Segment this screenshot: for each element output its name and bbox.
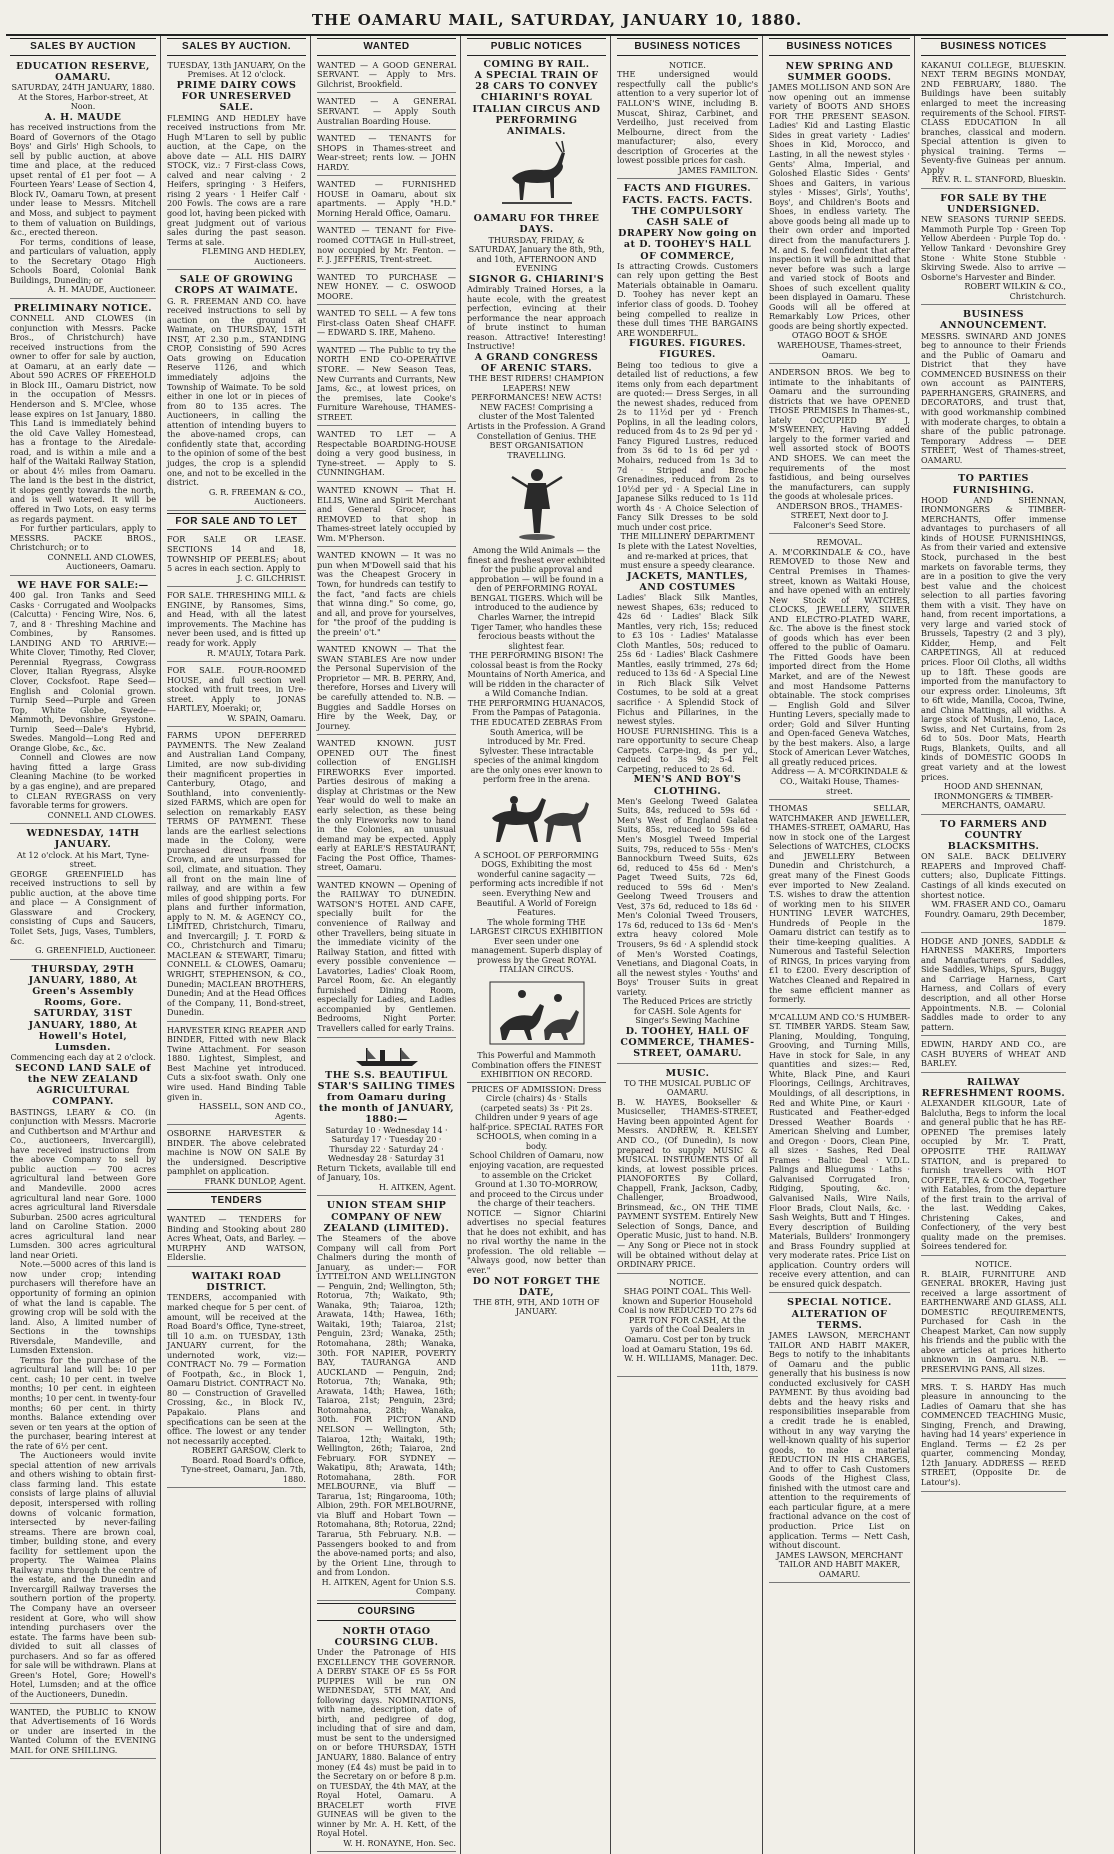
ad-body: KAKANUI COLLEGE, BLUESKIN. NEXT TERM BEGINS MONDAY, 2ND FEBRUARY, 1880. The Buildings have been suitably enlarged to meet the increasing requirements of the School. FIRST-CLASS EDUCATION In all branches, classical and modern. Special attention is given to physical training. Terms — Seventy-five Guineas per annum. Apply	[921, 59, 1066, 175]
ad-body: ALEXANDER KILGOUR, Late of Balclutha, Begs to inform the local and general public that he has RE-OPENED The premises lately occupied by Mr. T. Pratt, OPPOSITE THE RAILWAY STATION, and is prepared to furnish travellers with HOT COFFEE, TEA & COCOA, Together with Eatables, from the departure of the first train to the arrival of the last. Wedding Cakes, Christening Cakes, and Confectionery, of the very best quality made on the premises. Soirees tendered for.	[921, 1098, 1066, 1252]
ad-signature: ROBERT WILKIN & CO., Christchurch.	[964, 281, 1066, 301]
ad-auctioneer: A. H. MAUDE	[44, 111, 122, 123]
ad-body: Under the Patronage of HIS EXCELLENCY THE GOVERNOR. A DERBY STAKE OF £5 5s FOR PUPPIES Will be run ON WEDNESDAY, 5TH MAY, And following days. NOMINATIONS, with name, description, date of birth, and pedigree of dog, including that of sire and dam, must be sent to the undersigned on or before THURSDAY, 15TH JANUARY, 1880. Balance of entry money (£4 4s) must be paid in to the Secretary on or before 8 p.m. on TUESDAY, the 4th MAY, at the Royal Hotel, Oamaru. A BRACELET worth FIVE GUINEAS will be given to the winner by Mr. A. H. Kett, of the Royal Hotel.	[317, 1647, 456, 1839]
ad-date: SATURDAY, 24TH JANUARY, 1880.	[11, 82, 155, 93]
circus-line: THURSDAY, FRIDAY, & SATURDAY, January the 8th, 9th, and 10th, AFTERNOON AND EVENING	[468, 234, 605, 274]
zebra-rider-illustration-icon	[467, 788, 606, 848]
advertisement	[167, 729, 306, 1021]
circus-line: THE PERFORMING HUANACOS, From the Pampas of Patagonia.	[467, 697, 606, 718]
circus-line: School Children of Oamaru, now enjoying vacation, are requested to assemble on the Cricket Ground at 1.30 TO-MORROW, and proceed to the Circus under the charge of their teachers.	[469, 1150, 604, 1209]
circus-line: SIGNOR G. CHIARINI'S	[468, 273, 605, 285]
ad-title: FACTS AND FIGURES. FACTS. FACTS. FACTS.	[622, 183, 753, 206]
circus-line: THE BEST RIDERS! CHAMPION LEAPERS! NEW PERFORMANCES! NEW ACTS! NEW FACES! Comprising a cluster of the Most Talented Artists in the Profession. A Grand Constellation of Genius. THE BEST ORGANISATION TRAVELLING.	[467, 373, 606, 460]
ad-signature: HASSELL, SON AND CO., Agents.	[199, 1101, 306, 1121]
ad-body: has received instructions from the Board of Governors of the Otago Boys' and Girls' High Schools, to sell by public auction, at above time and place, at the reduced upset rental of £1 per foot — A Fourteen Years' Lease of Section 4, Block IV., Oamaru Town, at present under lease to Messrs. Mitchell and Moss, and subject to payment to them of valuation on Buildings, &c., erected thereon.	[10, 122, 156, 238]
ad-signature: CONNELL AND CLOWES, Auctioneers, Oamaru.	[47, 551, 156, 572]
ad-body: GEORGE GREENFIELD has received instructions to sell by public auction, at the above time and place — A Consignment of Glassware and Crockery, consisting of Cups and Saucers, Toilet Sets, Jugs, Vases, Tumblers, &c.	[10, 868, 156, 946]
wanted-ad: WANTED — A GENERAL SERVANT. — Apply South Australian Boarding House.	[317, 95, 456, 130]
wanted-ad: WANTED TO PURCHASE — NEW HONEY. — C. OSWOOD MOORE.	[317, 271, 456, 306]
column-4	[463, 36, 611, 1854]
ad-title: WE HAVE FOR SALE:—	[17, 579, 149, 591]
wanted-ad: WANTED KNOWN. JUST OPENED OUT The finest collection of ENGLISH FIREWORKS Ever imported. Parties desirous of making a display at Christmas or the New Year would do well to make an early selection, as these being the only Fireworks now to hand in the Colonies, an unusual demand may be expected. Apply early at EARLE'S RESTAURANT, Facing the Post Office, Thames-street, Oamaru.	[317, 737, 456, 877]
ad-body: Is attracting Crowds. Customers can rely upon getting the Best Materials obtainable in Oamaru. D. Toohey has never kept an inferior class of goods. D. Toohey being compelled to realize in these dull times THE BARGAINS ARE WONDERFUL.	[617, 260, 758, 338]
advertisement	[769, 1011, 910, 1294]
advertisement	[617, 1276, 758, 1377]
column-7	[917, 36, 1070, 1854]
wanted-ad: WANTED — TENANT for Five-roomed COTTAGE in Hull-street, now occupied by Mr. Fenton. — F. J. JEFFERIS, Trent-street.	[317, 224, 456, 268]
column-heading: BUSINESS NOTICES	[769, 38, 910, 56]
advertisement	[921, 307, 1066, 469]
divider	[467, 1082, 606, 1083]
circus-line: NOTICE — Signor Chiarini advertises no special features that he does not exhibit, and has no rival worthy the name in the profession. The old reliable — "Always good, now better than ever."	[467, 1207, 606, 1275]
ad-title: NOTICE.	[669, 59, 706, 70]
ad-signature: W. H. RONAYNE, Hon. Sec.	[343, 1837, 456, 1848]
circus-line: The whole forming THE LARGEST CIRCUS EXHIBITION Ever seen under one management. Superb display of prowess by the Great ROYAL ITALIAN CIRCUS.	[469, 916, 604, 975]
advertisement	[921, 191, 1066, 305]
ad-date: WEDNESDAY, 14TH JANUARY.	[26, 828, 140, 851]
ad-signature: FRANK DUNLOP, Agent.	[204, 1175, 306, 1186]
circus-line: A SPECIAL TRAIN OF 28 CARS TO CONVEY CHIARINI'S ROYAL ITALIAN CIRCUS AND PERFORMING ANIMALS.	[472, 70, 601, 138]
advertisement	[10, 59, 156, 299]
ad-body: The Reduced Prices are strictly for CASH. Sole Agents for Singer's Sewing Machine	[622, 996, 753, 1026]
circus-line: A SCHOOL OF PERFORMING DOGS, Exhibiting the most wonderful canine sagacity — performing acts incredible if not seen. Everything New and Beautiful. A World of Foreign Features.	[469, 849, 604, 918]
ad-signature: J. C. GILCHRIST.	[237, 572, 306, 583]
circus-line: THE EDUCATED ZEBRAS From South America, will be introduced by Mr. Fred. Sylvester. These intractable species of the animal kingdom are the only ones ever known to perform free in the arena.	[470, 717, 603, 785]
ad-title: NOTICE.	[669, 1276, 706, 1287]
circus-line: DO NOT FORGET THE DATE,	[472, 1275, 601, 1298]
circus-line: Among the Wild Animals — the finest and freshest ever exhibited for the public approval and approbation — will be found in a den of PERFORMING ROYAL BENGAL TIGERS. Which will be introduced to the audience by Charles Warner, the intrepid Tiger Tamer, who handles these ferocious beasts without the slightest fear.	[467, 545, 606, 651]
advertisement	[617, 1066, 758, 1274]
advertisement	[617, 59, 758, 180]
circus-line: COMING BY RAIL.	[483, 58, 590, 70]
advertisement	[921, 471, 1066, 814]
column-5	[613, 36, 763, 1854]
ad-signature: H. AITKEN, Agent.	[378, 1181, 456, 1192]
advertisement	[317, 1624, 456, 1853]
ad-title: NEW SPRING AND SUMMER GOODS.	[785, 60, 894, 83]
ad-body: HARVESTER KING REAPER AND BINDER, Fitted with new Black Twine Attachment. For season 1880. Lightest, Simplest, and Best Machine yet introduced. Cuts a six-foot swath. Only one wire used. Hand Binding Table given in.	[167, 1024, 306, 1102]
ad-title: PRIME DAIRY COWS FOR UNRESERVED SALE.	[176, 79, 297, 114]
circus-line: THE 8TH, 9TH, AND 10TH OF JANUARY.	[473, 1296, 600, 1317]
ad-signature: CONNELL AND CLOWES.	[47, 809, 156, 820]
advertisement	[167, 664, 306, 727]
advertisement	[167, 589, 306, 662]
ad-title: EDUCATION RESERVE, OAMARU.	[16, 60, 150, 83]
ad-body: TENDERS, accompanied with marked cheque for 5 per cent. of amount, will be received at the Road Board's Office, Tyne-street, till 10 a.m. on TUESDAY, 13th JANUARY current, for the undernoted work, viz:— CONTRACT No. 79 — Formation of Footpath, &c., in Block 1, Oamaru District. CONTRACT No. 80 — Construction of Gravelled Crossing, &c., in Block IV., Papakaio. Plans and specifications can be seen at the office. The lowest or any tender not necessarily accepted.	[167, 1292, 306, 1446]
ad-body: FOR SALE. THRESHING MILL & ENGINE, by Ransomes, Sims, and Head, with all the latest improvements. The Machine has never been used, and is fitted up ready for work. Apply	[167, 590, 306, 648]
column-2	[163, 36, 311, 1854]
ad-body: WANTED — TENDERS for Binding and Stooking about 280 Acres Wheat, Oats, and Barley. — MURPHY AND WATSON, Elderslie.	[167, 1214, 306, 1263]
ad-title: SALE OF GROWING CROPS AT WAIMATE.	[174, 274, 299, 297]
ad-body: 400 gal. Iron Tanks and Seed Casks · Corrugated and Woolpacks (Calcutta) · Fencing Wire, Nos. 6, 7, and 8 · Threshing Machine and Combines, by Ransomes. LANDING AND TO ARRIVE:— White Clover, Timothy, Red Clover, Perennial Ryegrass, Cowgrass Clover, Italian Ryegrass, Alsyke Clover, Cocksfoot. Rape Seed—English and Colonial grown. Turnip Seed—Purple and Green Top, White Globe, Swede—Mammoth, Devonshire Greystone. Turnip Seed—Dale's Hybrid, Swedes. Mangold—Long Red and Orange Globe, &c., &c.	[10, 590, 156, 753]
advertisement	[921, 1258, 1066, 1379]
ad-terms: Terms for the purchase of the agricultural land will be: 10 per cent. cash; 10 per cent. in twelve months; 10 per cent. in eighteen months; 10 per cent. in twenty-four months; 60 per cent. in thirty months. Balance extending over seven or ten years at the option of the purchaser, bearing interest at the rate of 6½ per cent.	[10, 1354, 156, 1451]
circus-line: Admirably Trained Horses, a la haute ecole, with the greatest perfection, evincing at their performance the near approach of brute instinct to human reason. Attractive! Interesting! Instructive!	[467, 284, 606, 352]
ad-signature: G. GREENFIELD, Auctioneer.	[35, 945, 156, 956]
ad-body: Ladies' Black Silk Mantles, newest Shapes, 63s; reduced to 42s 6d · Ladies' Black Silk Mantles, very rich, 15s; reduced to £3 10s · Ladies' Matalasse Cloth Mantles, 50s; reduced to 25s 6d · Ladies' Black Cashmere Mantles, easily trimmed, 27s 6d; reduced to 13s 6d · A Special Line in Rich Black Silk Velvet Costumes, to be sold at a great sacrifice · A Splendid Stock of Fichus and Pillarines, in the newest styles.	[617, 592, 758, 727]
masthead: THE OAMARU MAIL, SATURDAY, JANUARY 10, 1880.	[311, 11, 803, 29]
ad-signature: WM. FRASER AND CO., Oamaru Foundry. Oamaru, 29th December, 1879.	[924, 899, 1066, 929]
ad-place: At 12 o'clock. At his Mart, Tyne-street.	[16, 849, 150, 870]
advertisement	[167, 1269, 306, 1488]
ad-signature: A. H. MAUDE, Auctioneer.	[47, 284, 156, 295]
ad-body: Being too tedious to give a detailed list of reductions, a few items only from each department are quoted:— Dress Serges, in all the newest shades, reduced from 2s to 11½d per yd · French Poplins, in all the leading colors, reduced from 4s to 2s 9d per yd · Fancy Figured Lustres, reduced from 3s 6d to 1s 6d per yd · Mohairs, reduced from 1s 3d to 7d · Striped and Broche Grenadines, reduced from 2s to 10½d per yd · A Special Line in Japanese Silks reduced to 1s 11d worth 4s · A Choice Selection of Fancy Silk Dresses to be sold much under cost price.	[617, 359, 758, 532]
sailing-days: Saturday 10 · Wednesday 14 · Saturday 17 · Tuesday 20 · Thursday 22 · Saturday 24 · Wednesday 28 · Saturday 31	[325, 1124, 448, 1164]
ad-start: Commencing each day at 2 o'clock.	[10, 1052, 156, 1063]
advertisement	[769, 802, 910, 1008]
ad-signature: HOOD AND SHENNAN, IRONMONGERS & TIMBER-MERCHANTS, OAMARU.	[934, 781, 1053, 811]
ad-body: THE undersigned would respectfully call the public's attention to a very superior lot of FALLON'S WINE, including B. Muscat, Shiraz, Carbinet, and Verdeilho, just received from Melbourne, direct from the manufacturer; also, every description of Groceries at the lowest possible prices for cash.	[617, 69, 758, 166]
advertisement	[769, 59, 910, 364]
ad-signature: REV. R. L. STANFORD, Blueskin.	[931, 174, 1066, 185]
wanted-ad: WANTED KNOWN — Opening of the RAILWAY TO DUNEDIN. WATSON'S HOTEL AND CAFE, specially built for the convenience of Railway and other Travellers, being situate in the immediate vicinity of the Railway Station, and fitted with every possible convenience — Lavatories, Ladies' Cloak Room, Parcel Room, &c. An elegantly furnished Dining Room, especially for Ladies, and Ladies accompanied by Gentlemen. Bedrooms, Night Porter. Travellers called for early Trains.	[317, 879, 456, 1038]
ad-signature: ROBERT GARSOW, Clerk to Board. Road Board's Office, Tyne-street, Oamaru, Jan. 7th, 1880.	[181, 1445, 306, 1484]
ad-body: G. R. FREEMAN AND CO. have received instructions to sell by auction on the ground at Waimate, on THURSDAY, 15TH INST, AT 2.30 p.m., STANDING CROP, Consisting of 590 Acres Oats growing on Education Reserve 1126, and which immediately adjoins the Township of Waimate. To be sold either in one lot or in pieces of from 80 to 135 acres. The Auctioneers, in calling the attention of intending buyers to the above-named crops, can confidently state that, according to the opinion of some of the best judges, the crop is a splendid one, and not to be excelled in the district.	[167, 295, 306, 488]
column-heading: BUSINESS NOTICES	[921, 38, 1066, 56]
ad-signature: H. AITKEN, Agent for Union S.S. Company.	[321, 1576, 456, 1597]
column-heading: PUBLIC NOTICES	[467, 38, 606, 56]
advertisement	[769, 536, 910, 800]
ad-title: UNION STEAM SHIP COMPANY OF NEW ZEALAND (LIMITED).	[323, 1200, 450, 1234]
wanted-ad: WANTED — FURNISHED HOUSE in Oamaru, about six apartments. — Apply "H.D." Morning Herald Office, Oamaru.	[317, 178, 456, 222]
ad-title: FOR SALE BY THE UNDERSIGNED.	[940, 192, 1047, 216]
ad-signature: R. M'AULY, Totara Park.	[207, 647, 306, 658]
ad-body: WANTED, the PUBLIC to KNOW that Advertisements of 16 Words or under are inserted in the Wanted Column of the EVENING MAIL for ONE SHILLING.	[10, 1706, 156, 1755]
ad-subtitle: TO THE MUSICAL PUBLIC OF OAMARU.	[623, 1077, 752, 1098]
ad-body: BASTINGS, LEARY & CO. (in conjunction with Messrs. Macrorie and Cuthbertson and M'Arthur and Co., auctioneers, Invercargill), have received instructions from the above Company to sell by public auction — 700 acres agricultural land between Gore and Mandeville. 2000 acres agricultural land near Gore. 1000 acres agricultural land Riversdale Suburban. 2500 acres agricultural land on Caroline Station. 2000 acres agricultural land near Lumsden. 300 acres agricultural land near Orieti.	[10, 1106, 156, 1260]
ad-title: TO PARTIES FURNISHING.	[952, 473, 1035, 496]
advertisement	[769, 1295, 910, 1583]
advertisement	[10, 826, 156, 959]
antelope-illustration-icon	[467, 140, 606, 210]
ad-title: SECOND LAND SALE of the NEW ZEALAND AGRICULTURAL COMPANY.	[15, 1062, 151, 1108]
ad-body: For further particulars, apply to MESSRS. PACKE BROS., Christchurch; or to	[10, 523, 156, 553]
ad-title: TO FARMERS AND COUNTRY BLACKSMITHS.	[939, 818, 1048, 853]
ad-signature: D. TOOHEY, HALL OF COMMERCE, THAMES-STREET, OAMARU.	[620, 1025, 755, 1060]
advertisement	[10, 578, 156, 824]
steamship-icon	[317, 1045, 456, 1067]
ad-body: Return Tickets, available till end of January, 10s.	[317, 1162, 456, 1183]
ad-signature: G. R. FREEMAN & CO., Auctioneers.	[208, 486, 306, 507]
wanted-ad: WANTED — The Public to try the NORTH END CO-OPERATIVE STORE. — New Season Teas, New Currants and Currants, New Jams, &c., at lowest prices, on the premises, late Cooke's Furniture Warehouse, THAMES-STREET.	[317, 344, 456, 426]
circus-line: OAMARU FOR THREE DAYS.	[473, 213, 600, 236]
ad-signature: OTAGO BOOT & SHOE WAREHOUSE, Thames-street, Oamaru.	[777, 330, 902, 360]
advertisement	[167, 1024, 306, 1125]
column-6	[765, 36, 915, 1854]
ad-body: MESSRS. SWINARD AND JONES beg to announce to their Friends and the Public of Oamaru and District that they have COMMENCED BUSINESS on their own account as PAINTERS, PAPERHANGERS, GRAINERS, and DECORATORS, and trust that, with good workmanship combined with moderate charges, to obtain a share of the public patronage. Temporary Address — DEE STREET, West of Thames-street, OAMARU.	[921, 330, 1066, 465]
column-3	[313, 36, 461, 1854]
advertisement	[10, 1706, 156, 1760]
ad-body: MRS. T. S. HARDY Has much pleasure in announcing to the Ladies of Oamaru that she has COMMENCED TEACHING Music, Singing, French, and Drawing, having had 14 years' experience in England. Terms — £2 2s per quarter, commencing Monday, 12th January. ADDRESS — REED STREET, (Opposite Dr. de Latour's).	[921, 1381, 1066, 1488]
ad-title: NOTICE.	[975, 1259, 1012, 1269]
ad-body: EDWIN, HARDY AND CO., are CASH BUYERS of WHEAT AND BARLEY.	[921, 1039, 1066, 1069]
ad-body: For terms, conditions of lease, and particulars of valuation, apply to the Secretary Otago High Schools Board, Colonial Bank Buildings, Dunedin; or	[10, 236, 156, 285]
advertisement	[167, 59, 306, 270]
performing-animals-illustration-icon	[467, 978, 606, 1048]
ad-signature: Address — A. M'CORKINDALE & CO., Waitaki House, Thames-street.	[771, 766, 908, 796]
advertisement	[317, 1040, 456, 1197]
wanted-ad: WANTED KNOWN — That the SWAN STABLES Are now under the Personal Supervision of the Proprietor — MR. B. PERRY, And, therefore, Horses and Livery will be carefully attended to. N.B. — Buggies and Saddle Horses on Hire by the Week, Day, or Journey.	[317, 643, 456, 735]
ad-body: The Steamers of the above Company will call from Port Chalmers during the month of January, as under:— FOR LYTTELTON AND WELLINGTON — Penguin, 2nd; Wellington, 5th; Rotorua, 7th; Waikato, 9th; Wanaka, 9th; Taiaroa, 12th; Arawata, 14th; Hawea, 16th; Waitaki, 19th; Taiaroa, 21st; Penguin, 23rd; Wanaka, 25th; Rotomahana, 28th; Wanaka, 30th. FOR NAPIER, POVERTY BAY, TAURANGA AND AUCKLAND — Penguin, 2nd; Rotorua, 7th; Wanaka, 9th; Arawata, 14th; Hawea, 16th; Taiaroa, 21st; Penguin, 23rd; Rotomahana, 28th; Wanaka, 30th. FOR PICTON AND NELSON — Wellington, 5th; Taiaroa, 12th; Waitaki, 19th; Wellington, 26th; Taiaroa, 2nd February. FOR SYDNEY — Wakatipu, 8th; Arawata, 14th; Rotomahana, 28th. FOR MELBOURNE, via Bluff — Tararua, 1st; Ringarooma, 10th; Albion, 29th. FOR MELBOURNE, via Bluff and Hobart Town — Rotomahana, 8th; Rotorua, 22nd; Tararua, 5th February. N.B. — Passengers booked to and from the above-named ports; and also, by the Orient Line, through to and from London.	[317, 1233, 456, 1578]
ad-title: MUSIC.	[665, 1067, 710, 1079]
ad-body: JAMES MOLLISON AND SON Are now opening out an immense variety of BOOTS AND SHOES FOR THE PRESENT SEASON. Ladies' Kid and Lasting Elastic Sides in great variety · Ladies' Shoes in Kid, Morocco, and Lasting, in all the newest styles · Gents' Alma, Imperial, and Goloshed Elastic Sides · Gents' Shoes and Gaiters, in various styles · Misses', Girls', Youths', Boys', and Children's Boots and Shoes, in endless variety. The above goods being all made up to their own order and imported direct from the manufacturers J. M. and S. feel confident that after inspection it will be admitted that never before was such a large and varied stock of Boots and Shoes of such excellent quality been displayed in Oamaru. These Goods will all be offered at Remarkably Low Prices, other goods are being shortly expected.	[769, 82, 910, 331]
ad-body: R. BLAIR, FURNITURE AND GENERAL BROKER, Having just received a large assortment of EARTHENWARE AND GLASS, ALL DOMESTIC REQUIREMENTS, Purchased for Cash in the Cheapest Market, Can now supply his friends and the public with the above articles at prices hitherto unknown in Oamaru. N.B. — PRESERVING PANS, All sizes.	[921, 1268, 1066, 1375]
ad-signature: JAMES FAMILTON.	[678, 164, 758, 175]
ad-subtitle: MEN'S AND BOY'S CLOTHING.	[633, 774, 742, 797]
column-heading: SALES BY AUCTION.	[167, 38, 306, 56]
ad-body: HOUSE FURNISHING. This is a rare opportunity to secure Cheap Carpets. Carpe-ing, 4s per yd., reduced to 3s 9d; 5-4 Felt Carpeting, reduced to 2s 6d.	[617, 725, 758, 774]
ad-signature: W. H. WILLIAMS, Manager. Dec. 11th, 1879.	[624, 1353, 758, 1373]
ad-body: The Auctioneers would invite special attention of new arrivals and others wishing to obtain first-class farming land. This estate consists of large plains of alluvial deposit, interspersed with rolling downs of volcanic formation, intersected by never-failing streams. There are brown coal, timber, building stone, and every facility for settlement upon the property. The Waimea Plains Railway runs through the centre of the estate, and the Dunedin and Invercargill Railway traverses the southern portion of the property. The Company have an overseer resident at Gore, who will show intending purchasers over the estate. The farms have been sub-divided to suit all classes of purchasers. And so far as offered for sale will be withdrawn. Plans at Green's Hotel, Gore; Howell's Hotel, Lumsden; and at the office of the Auctioneers, Dunedin.	[10, 1450, 156, 1699]
ad-note: Note.—5000 acres of this land is now under crop; intending purchasers will therefore have an opportunity of forming an opinion of what the land is capable. The growing crop will be sold with the land. Also, A limited number of Sections in the townships Riversdale, Mandeville, and Lumsden Extension.	[10, 1259, 156, 1356]
ad-title: REMOVAL.	[816, 537, 863, 548]
ad-body: SHAG POINT COAL. This Well-known and Superior Household Coal is now REDUCED TO 27s 6d PER TON FOR CASH, At the yards of the Coal Dealers in Oamaru. Cost per ton by truck load at Oamaru Station, 19s 6d.	[618, 1286, 757, 1354]
advertisement	[10, 962, 156, 1704]
ad-body: Connell and Clowes are now having fitted a large Grass Cleaning Machine (to be worked by a gas engine), and are prepared to CLEAN RYEGRASS on very favorable terms for growers.	[10, 752, 156, 811]
column-1	[6, 36, 161, 1854]
advertisement	[167, 533, 306, 587]
ad-body: NEW SEASONS TURNIP SEEDS. Mammoth Purple Top · Green Top Yellow Aberdeen · Purple Top do. · Yellow Tankard · Devonshire Grey Stone · White Stone Stubble · Skirving Swede. Also to arrive — Osborne's Harvester and Binder.	[921, 214, 1066, 282]
advertisement	[921, 1381, 1066, 1492]
column-heading: SALES BY AUCTION	[10, 38, 156, 56]
ad-signature: ANDERSON BROS., THAMES-STREET, Next door to J. Falconer's Seed Store.	[776, 500, 903, 530]
ad-body: HODGE AND JONES, SADDLE & HARNESS MAKERS, Importers and Manufacturers of Saddles, Side Saddles, Whips, Spurs, Buggy and Carriage Harness, Cart Harness, and Collars of every description, and all other Horse Appointments. N.B. — Colonial Saddles made to order to any pattern.	[921, 935, 1066, 1032]
wanted-ad: WANTED TO SELL — A few tons First-class Oaten Sheaf CHAFF. — EDWARD S. IRE, Maheno.	[317, 307, 456, 342]
wanted-ad: WANTED KNOWN — It was no pun when M'Dowell said that his was the Cheapest Grocery in Town, for hundreds can testify to the fact, "and facts are chiels that winna ding." So come, go, and all, and prove for yourselves, for "the proof of the pudding is the preein' o't."	[317, 549, 456, 641]
ad-title: NORTH OTAGO COURSING CLUB.	[334, 1625, 439, 1648]
wanted-ad: WANTED — TENANTS for SHOPS in Thames-street and Wear-street; rents low. — JOHN HARDY.	[317, 132, 456, 176]
advertisement	[617, 181, 758, 1063]
ad-title: PRELIMINARY NOTICE.	[13, 302, 153, 314]
ad-body: ANDERSON BROS. We beg to intimate to the inhabitants of Oamaru and the surrounding districts that we have OPENED THOSE PREMISES In Thames-st., lately OCCUPIED BY J. M'SWEENEY, Having added largely to the former varied and well assorted stock of BOOTS AND SHOES. We can meet the requirements of the most fastidious, and being ourselves the manufacturers, can supply the goods at wholesale prices.	[769, 367, 910, 502]
ad-signature: FLEMING AND HEDLEY, Auctioneers.	[201, 246, 306, 266]
circus-line: This Powerful and Mammoth Combination offers the FINEST EXHIBITION ON RECORD.	[471, 1049, 602, 1080]
ad-title: WAITAKI ROAD DISTRICT.	[191, 1271, 282, 1294]
wanted-ad: WANTED TO LET — A Respectable BOARDING-HOUSE doing a very good business, in Tyne-street. — Apply to S. CUNNINGHAM.	[317, 428, 456, 482]
advertisement	[769, 366, 910, 534]
ad-body: A. M'CORKINDALE & CO., have REMOVED to those New and Central Premises in Thames-street, known as Waitaki House, and have opened with an entirely New Stock of WATCHES, CLOCKS, JEWELLERY, SILVER AND ELECTRO-PLATED WARE, &c. The above is the finest stock of goods which has ever been offered to the public of Oamaru. The Fitted Goods have been imported direct from the Home Market, and are of the Newest and most Handsome Patterns obtainable. The stock comprises — English Gold and Silver Hunting Levers, specially made to order; Gold and Silver Hunting and Open-faced Geneva Watches, by the best makers. Also, a large Stock of American Lever Watches, all greatly reduced prices.	[769, 546, 910, 767]
ad-date: TUESDAY, 13th JANUARY, On the Premises. At 12 o'clock.	[167, 59, 306, 80]
advertisement	[167, 1127, 306, 1190]
circus-line: THE PERFORMING BISON! The colossal beast is from the Rocky Mountains of North America, and will be ridden in the character of a Wild Comanche Indian.	[467, 650, 606, 699]
ad-body: FOR SALE. FOUR-ROOMED HOUSE, and full section well stocked with fruit trees, in Ure-street. Apply to JONAS HARTLEY, Moeraki; or,	[167, 665, 306, 714]
ad-title: BUSINESS ANNOUNCEMENT.	[940, 309, 1047, 332]
advertisement	[921, 1038, 1066, 1073]
ad-body: THOMAS SELLAR, WATCHMAKER AND JEWELLER, THAMES-STREET, OAMARU, Has now in stock one of the Largest Selections of WATCHES, CLOCKS and JEWELLERY Between Dunedin and Christchurch, a great many of the Finest Goods ever imported to New Zealand. T.S. wishes to draw the attention of working men to his SILVER HUNTING LEVER WATCHES, Hundreds of People in the Oamaru district can testify as to their time-keeping qualities. A Numerous and Tasteful Selection of RINGS, In prices varying from £1 to £200. Every description of Watches Cleaned and Repaired in the same efficient manner as formerly.	[769, 803, 910, 1005]
ad-title: SPECIAL NOTICE. ALTERATION OF TERMS.	[787, 1297, 892, 1331]
ad-place: At the Stores, Harbor-street, At Noon.	[18, 91, 148, 112]
equestrian-illustration-icon	[467, 463, 606, 543]
ad-body: ON SALE. BACK DELIVERY REAPERS and Improved Chaff-cutters; also, Duplicate Fittings. Castings of all kinds executed on shortest notice.	[921, 851, 1066, 900]
ad-body: FOR SALE OR LEASE. SECTIONS 14 and 18, TOWNSHIP OF PEEBLES; about 5 acres in each section. Apply to	[167, 534, 306, 574]
ad-body: FLEMING AND HEDLEY have received instructions from Mr. Hugh M'Laren to sell by public auction, at the Cape, on the above date — ALL HIS DAIRY STOCK, viz.: 7 First-class Cows, calved and near calving · 2 Heifers, springing · 3 Heifers, rising 2 years · 1 Heifer Calf · 200 Fowls. The cows are a rare good lot, having been picked with great judgment out of various sales during the past season. Terms at sale.	[167, 112, 306, 247]
circus-line: PRICES OF ADMISSION: Dress Circle (chairs) 4s · Stalls (carpeted seats) 3s · Pit 2s. Children under 9 years of age half-price. SPECIAL RATES FOR SCHOOLS, when coming in a body.	[469, 1083, 604, 1151]
advertisement	[167, 272, 306, 510]
column-heading: BUSINESS NOTICES	[617, 38, 758, 56]
ad-body: B. W. HAYES, Bookseller & Musicseller, THAMES-STREET, Having been appointed Agent for Messrs. ANDREW, R. KELSEY AND CO., (Of Dunedin), Is now prepared to supply MUSIC & MUSICAL INSTRUMENTS Of all kinds, at lowest possible prices. PIANOFORTES By Collard, Chappell, Frank, Jackson, Cadby, Challenger, Broadwood, Brinsmead, &c., ON THE TIME PAYMENT SYSTEM. Entirely New Selection of Songs, Dance, and Operatic Music, just to hand. N.B. — Any Song or Piece not in stock will be obtained without delay at ORDINARY PRICE.	[617, 1096, 758, 1270]
ad-title: RAILWAY REFRESHMENT ROOMS.	[921, 1076, 1066, 1100]
advertisement	[921, 817, 1066, 933]
wanted-ad: WANTED — A GOOD GENERAL SERVANT. — Apply to Mrs. Gilchrist, Brookfield.	[317, 59, 456, 94]
advertisement	[10, 301, 156, 576]
column-heading: FOR SALE AND TO LET	[167, 513, 306, 531]
column-heading: COURSING	[317, 1603, 456, 1621]
ad-body: THE MILLINERY DEPARTMENT Is plete with the Latest Novelties, and re-marked at prices, that must ensure a speedy clearance.	[618, 531, 757, 571]
ad-signature: JAMES LAWSON, MERCHANT TAILOR AND HABIT MAKER, OAMARU.	[776, 1549, 903, 1579]
advertisement	[167, 1213, 306, 1267]
ad-body: M'CALLUM AND CO.'S HUMBER-ST. TIMBER YARDS. Steam Saw, Planing, Moulding, Tonguing, Grooving, and Turning Mills, Have in stock for Sale, in any quantities and sizes:— Red, White, Black Pine, and Kauri Floorings, Ceilings, Architraves, Mouldings, of all descriptions, in Red and White Pine, or Kauri · Rusticated and Feather-edged Dressed Weather Boards · American Shelving and Lumber, and Oregon · Doors, Clean Pine, all sizes · Sashes, Red Deal Frames · Baltic Deal · V.D.L. Palings and Bluegums · Laths · Galvanised Corrugated Iron, Ridging, Spouting, &c. · Galvanised Nails, Wire Nails, Floor Brads, Clout Nails, &c. · Sash Weights, Butt and T Hinges. Every description of Building Materials, Builders' Ironmongery and Brass Foundry supplied at very moderate rates. Price List on application. Country orders will receive every attention, and can be ensured quick despatch.	[769, 1011, 910, 1289]
ad-body: HOOD AND SHENNAN, IRONMONGERS & TIMBER-MERCHANTS, Offer immense advantages to purchasers of all kinds of HOUSE FURNISHINGS, As from their varied and extensive Stock, purchased in the best markets on favorable terms, they are in a position to give the very best value and the choicest selection to all parties favoring them with a visit. They have on hand, from recent importations, a very large and varied stock of Brussels, Tapestry (2 and 3 ply), Kidder, Hemp, and Felt CARPETINGS, All at reduced prices. Floor Oil Cloths, all widths up to 18ft. These goods are imported from the manufactory to our express order. Linoleums, 3ft to 6ft wide, Manilla, Cocoa, Twine, and China Mattings, all widths. A large stock of Muslin, Leno, Lace, Swiss, and Net Curtains, from 2s 6d to 50s. Door Mats, Hearth Rugs, Blankets, Quilts, and all kinds of DOMESTIC GOODS In great variety and at the lowest prices.	[921, 494, 1066, 782]
ad-body: JAMES LAWSON, MERCHANT TAILOR AND HABIT MAKER, Begs to notify to the inhabitants of Oamaru and the public generally that his business is now conducted exclusively for CASH PAYMENT. By thus avoiding bad debts and the heavy risks and responsibilities inseparable from a credit trade he is enabled, without in any way varying the well-known quality of his superior goods, to make a material REDUCTION IN HIS CHARGES, And to offer to Cash Customers Goods of the Highest Class, finished with the utmost care and attention to the requirements of each particular figure, at a mere fractional advance on the cost of production. Price List on application. Terms — Nett Cash, without discount.	[769, 1330, 910, 1551]
wanted-ad: WANTED KNOWN — That H. ELLIS, Wine and Spirit Merchant and General Grocer, has REMOVED to that shop in Thames-street lately occupied by Wm. M'Pherson.	[317, 484, 456, 547]
ad-subtitle: JACKETS, MANTLES, AND COSTUMES	[626, 570, 749, 593]
ad-title: THE S.S. BEAUTIFUL STAR'S SAILING TIMES from Oamaru during the month of JANUARY, 1880:—	[317, 1069, 456, 1126]
ad-signature: W. SPAIN, Oamaru.	[227, 712, 306, 723]
newspaper-page	[6, 34, 1108, 1848]
advertisement	[317, 1198, 456, 1600]
ad-body: CONNELL AND CLOWES (in conjunction with Messrs. Packe Bros., of Christchurch) have received instructions from the owner to offer for sale by auction, at Oamaru, at an early date — About 590 ACRES OF FREEHOLD in Block III., Oamaru District, now in the occupation of Messrs. Henderson and S. M'Clee, whose lease expires on 1st January, 1880. This Land is immediately behind the old Cave Valley Homestead, has a frontage to the Airedale-road, and is within a mile and a half of the Waitaki Railway Station, or about 4½ miles from Oamaru. The land is the best in the district, it slopes gently towards the north, and is well watered. It will be offered in Two Lots, on easy terms as regards payment.	[10, 313, 156, 524]
ad-date: THURSDAY, 29TH JANUARY, 1880, At Green's Assembly Rooms, Gore. SATURDAY, 31ST JANUARY, 1880, At Howell's Hotel, Lumsden.	[28, 963, 138, 1054]
circus-line: A GRAND CONGRESS OF ARENIC STARS.	[474, 351, 599, 375]
advertisement	[921, 935, 1066, 1036]
ad-subtitle: THE COMPULSORY CASH SALE of DRAPERY Now going on at D. TOOHEY'S HALL OF COMMERCE,	[618, 205, 757, 262]
column-heading: WANTED	[317, 38, 456, 56]
column-heading: TENDERS	[167, 1192, 306, 1210]
ad-body: Men's Geelong Tweed Galatea Suits, 84s, reduced to 59s 6d · Men's West of England Galatea Suits, 85s, reduced to 59s 6d · Men's Mosgiel Tweed Imperial Suits, 79s, reduced to 55s · Men's Bannockburn Tweed Suits, 62s 6d, reduced to 45s 6d · Men's Paget Tweed Suits, 72s 6d, reduced to 59s 6d · Men's Geelong Tweed Trousers and Vest, 37s 6d, reduced to 18s 6d · Men's Colonial Tweed Trousers, 17s 6d, reduced to 13s 6d · Men's extra heavy colored Mole Trousers, 9s 6d · A splendid stock of Men's Worsted Coatings, Venetians, and Diagonal Coats, in all the newest styles · Youths' and Boys' Trouser Suits in great variety.	[617, 795, 758, 997]
advertisement	[921, 59, 1066, 189]
ad-subtitle: FIGURES. FIGURES. FIGURES.	[629, 338, 746, 361]
ad-body: OSBORNE HARVESTER & BINDER. The above celebrated machine is NOW ON SALE By the undersigned. Descriptive pamphlet on application.	[167, 1128, 306, 1177]
ad-body: FARMS UPON DEFERRED PAYMENTS. The New Zealand and Australian Land Company, Limited, are now sub-dividing their magnificent properties in Canterbury, Otago, and Southland, into conveniently-sized FARMS, which are open for selection on remarkably EASY TERMS OF PAYMENT. These lands are the earliest selections made in the Colony, were purchased direct from the Crown, and are unsurpassed for soil, climate, and situation. They all front on the main line of railway, and are within a few miles of good shipping ports. For plans and further information, apply to N. M. & AGENCY CO., LIMITED, Christchurch, Timaru, and Invercargill; J. T. FORD & CO., Christchurch and Timaru; MACLEAN & STEWART, Timaru; CONNELL & CLOWES, Oamaru; WRIGHT, STEPHENSON, & CO., Dunedin; MACLEAN BROTHERS, Dunedin; And at the Head Offices of the Company, 11, Bond-street, Dunedin.	[167, 730, 306, 1018]
advertisement	[921, 1075, 1066, 1256]
